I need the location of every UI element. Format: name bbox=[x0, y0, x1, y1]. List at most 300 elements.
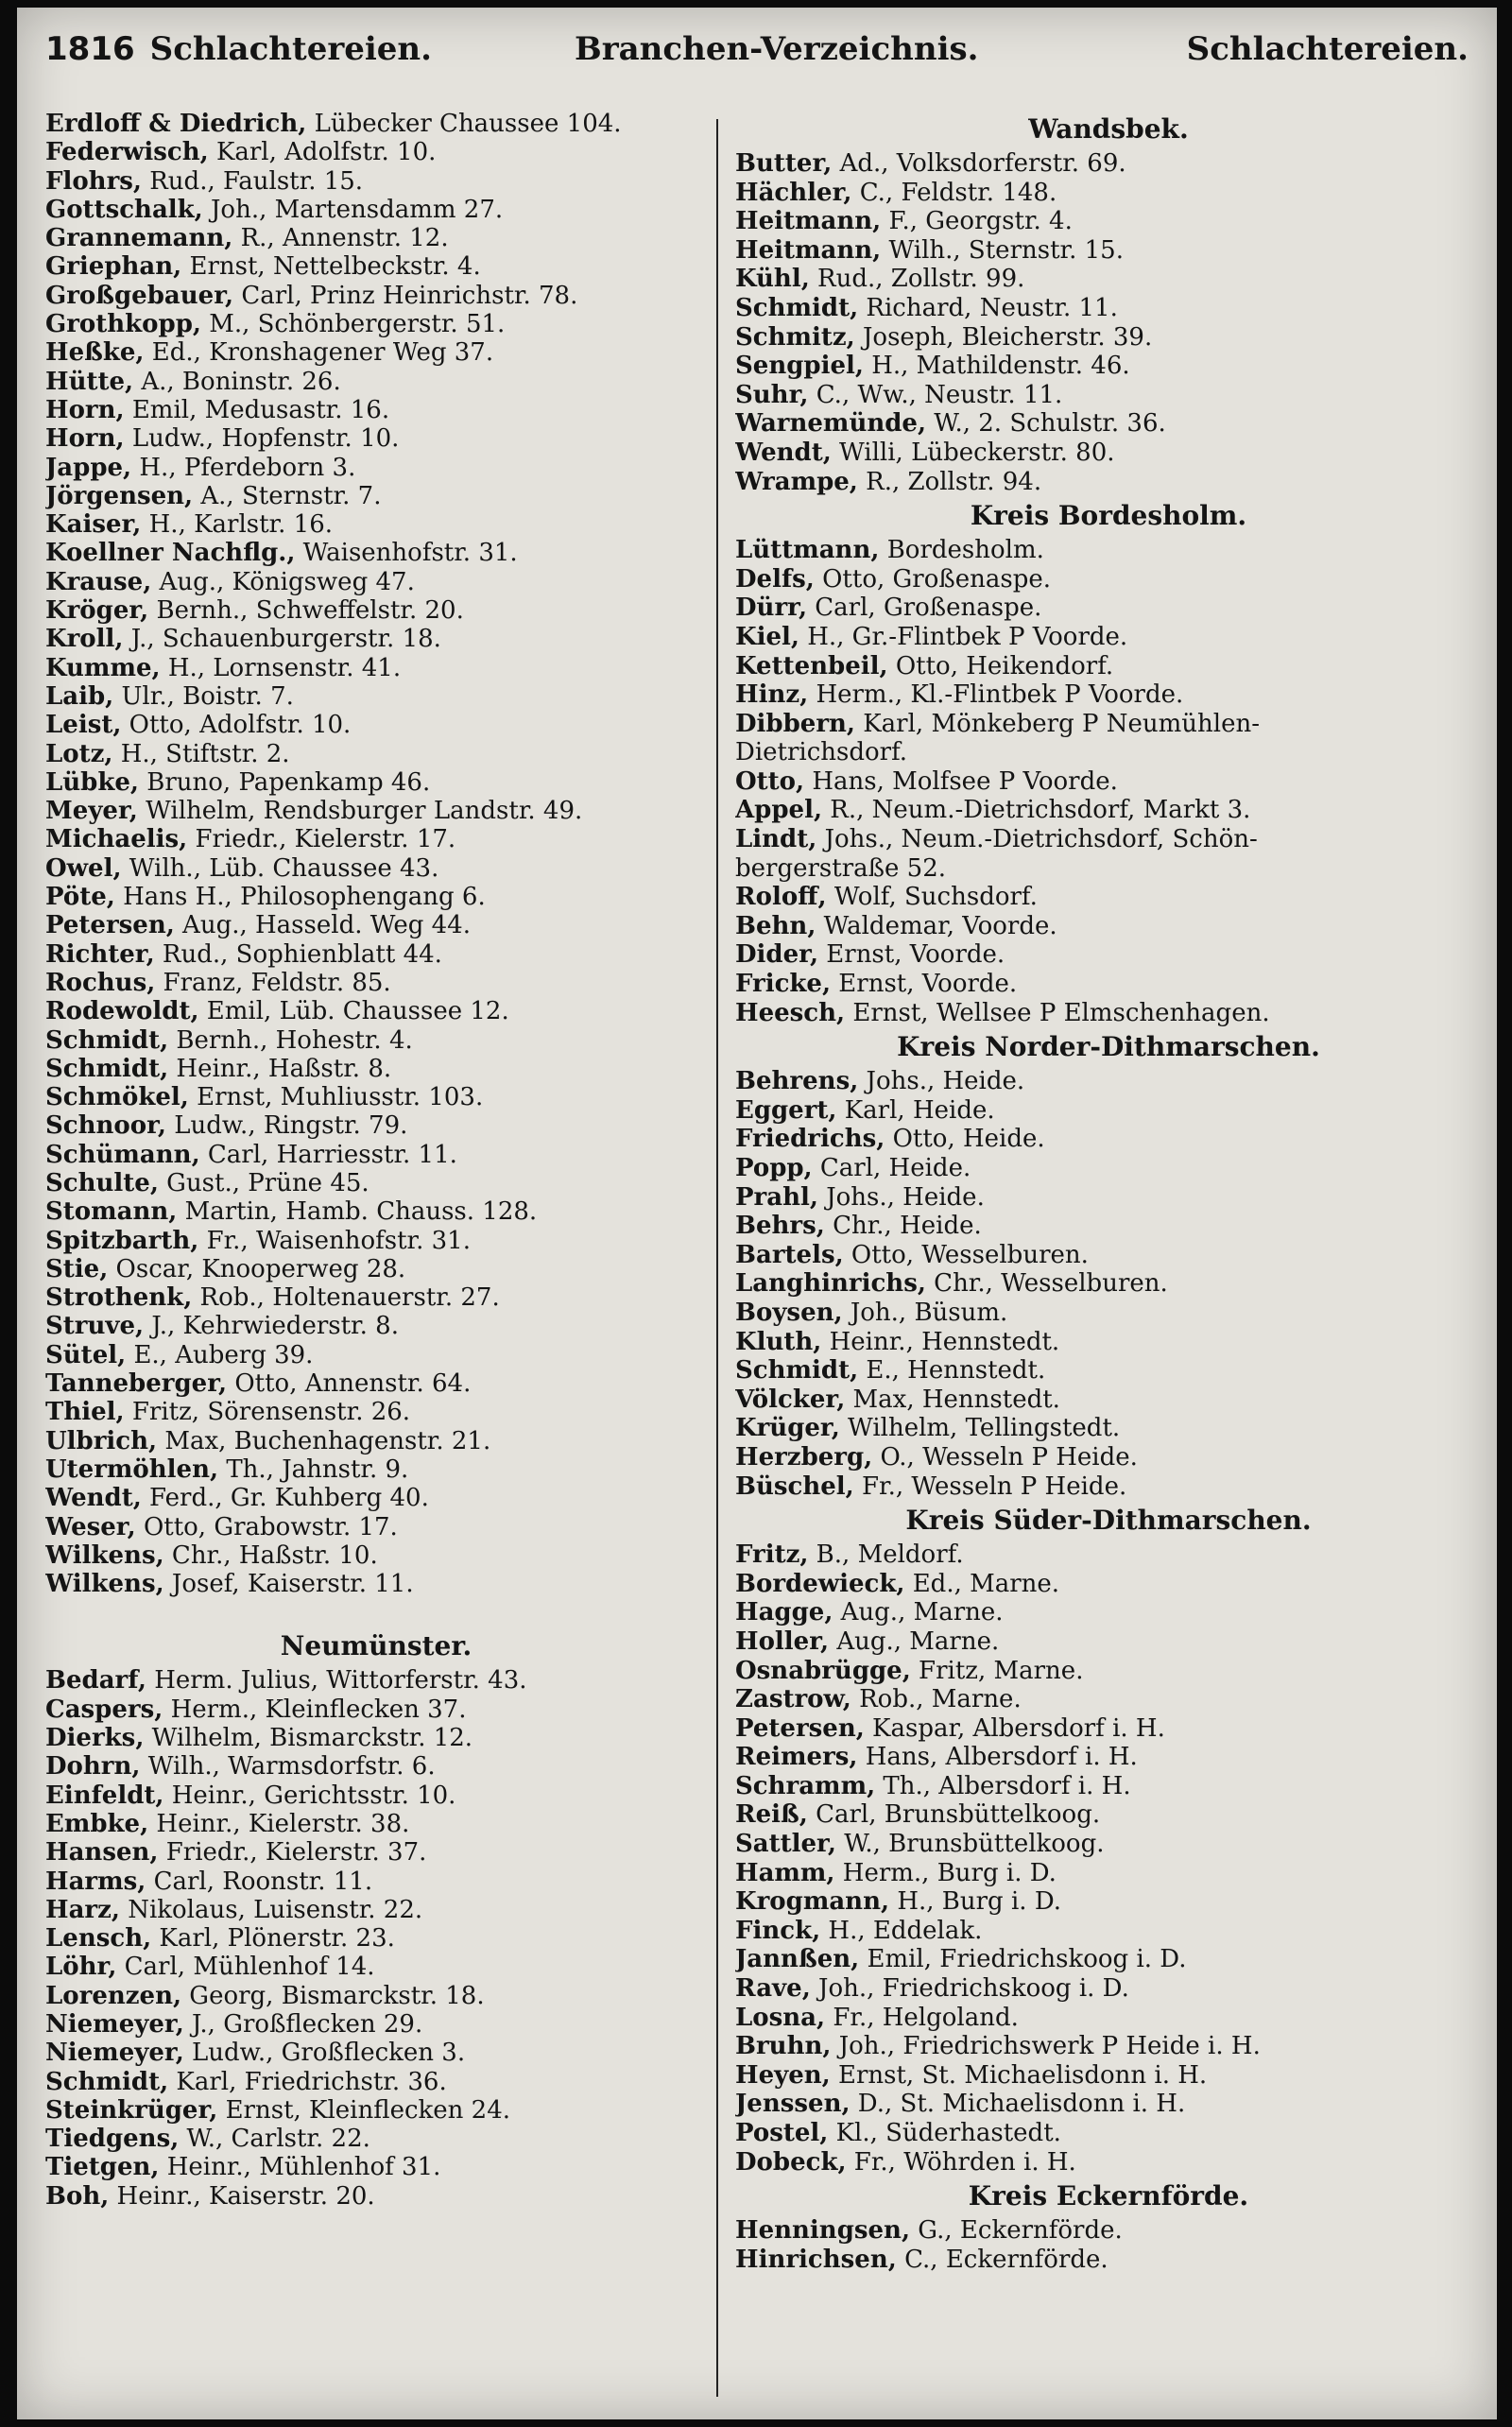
entry-name: Osnabrügge, bbox=[735, 1656, 911, 1685]
entry-list-sueder-dithmarschen bbox=[735, 1541, 1482, 2177]
directory-entry bbox=[45, 1541, 707, 1570]
entry-detail: Heinr., Kaiserstr. 20. bbox=[116, 2181, 375, 2211]
directory-entry bbox=[45, 252, 707, 281]
entry-name: Bordewieck, bbox=[735, 1569, 905, 1598]
directory-entry bbox=[45, 2153, 707, 2181]
entry-name: Popp, bbox=[735, 1154, 813, 1182]
entry-detail: Carl, Heide. bbox=[819, 1154, 971, 1182]
entry-name: Koellner Nachflg., bbox=[45, 539, 296, 568]
entry-name: Butter, bbox=[735, 149, 833, 178]
entry-detail: Herm. Julius, Wittorferstr. 43. bbox=[154, 1666, 527, 1695]
directory-entry bbox=[735, 1096, 1482, 1126]
directory-entry bbox=[735, 1241, 1482, 1270]
entry-detail: Th., Albersdorf i. H. bbox=[883, 1771, 1131, 1800]
entry-name: Hansen, bbox=[45, 1838, 159, 1868]
directory-entry bbox=[735, 1125, 1482, 1154]
directory-entry bbox=[735, 2090, 1482, 2119]
directory-entry bbox=[45, 1111, 707, 1140]
entry-list-neumuenster bbox=[45, 1666, 707, 2211]
directory-entry bbox=[735, 767, 1482, 797]
entry-detail: Ad., Volksdorferstr. 69. bbox=[839, 149, 1126, 178]
entry-name: Reimers, bbox=[735, 1743, 858, 1772]
section-gap bbox=[45, 1598, 707, 1627]
entry-detail: Fr., Waisenhofstr. 31. bbox=[206, 1226, 471, 1255]
header-right-title: Schlachtereien. bbox=[1186, 30, 1469, 68]
entry-name: Harz, bbox=[45, 1895, 120, 1924]
entry-detail: H., Lornsenstr. 41. bbox=[167, 653, 402, 682]
directory-entry bbox=[735, 825, 1482, 854]
directory-entry bbox=[45, 1810, 707, 1838]
entry-detail: Emil, Friedrichskoog i. D. bbox=[867, 1945, 1187, 1974]
section-heading-eckernfoerde: Kreis Eckernförde. bbox=[968, 2180, 1249, 2212]
entry-detail: Hans H., Philosophengang 6. bbox=[123, 883, 486, 912]
entry-detail: H., Gr.-Flintbek P Voorde. bbox=[807, 622, 1128, 651]
entry-name: Horn, bbox=[45, 424, 125, 454]
directory-entry bbox=[45, 1953, 707, 1981]
entry-name: Schmidt, bbox=[735, 1356, 859, 1386]
entry-name: Jannßen, bbox=[735, 1945, 860, 1974]
entry-name: Griephan, bbox=[45, 252, 182, 282]
entry-detail: R., Zollstr. 94. bbox=[866, 467, 1042, 496]
directory-entry bbox=[45, 1513, 707, 1541]
entry-name: Krause, bbox=[45, 567, 152, 596]
directory-entry bbox=[45, 740, 707, 768]
directory-entry bbox=[45, 1724, 707, 1752]
directory-entry bbox=[735, 1772, 1482, 1801]
directory-entry bbox=[735, 2032, 1482, 2061]
directory-entry bbox=[735, 1443, 1482, 1472]
entry-name: Horn, bbox=[45, 395, 125, 424]
entry-detail: J., Großflecken 29. bbox=[192, 2010, 423, 2039]
entry-list-norder-dithmarschen bbox=[735, 1067, 1482, 1501]
entry-name: Henningsen, bbox=[735, 2216, 911, 2246]
directory-entry bbox=[735, 1598, 1482, 1627]
entry-detail: Ernst, Voorde. bbox=[826, 940, 1005, 970]
entry-name: Weser, bbox=[45, 1512, 136, 1541]
directory-entry bbox=[735, 1714, 1482, 1744]
entry-list-eckernfoerde bbox=[735, 2216, 1482, 2274]
directory-entry bbox=[45, 1169, 707, 1197]
entry-detail: W., Brunsbüttelkoog. bbox=[844, 1830, 1105, 1859]
entry-detail: Carl, Brunsbüttelkoog. bbox=[816, 1800, 1101, 1830]
entry-name: Zastrow, bbox=[735, 1685, 851, 1714]
entry-name: Steinkrüger, bbox=[45, 2095, 218, 2125]
entry-name: Dürr, bbox=[735, 594, 808, 623]
directory-entry bbox=[45, 1312, 707, 1340]
entry-name: Schulte, bbox=[45, 1168, 159, 1197]
entry-detail: Bernh., Schweffelstr. 20. bbox=[156, 596, 464, 626]
entry-detail: H., Mathildenstr. 46. bbox=[871, 352, 1130, 381]
directory-entry bbox=[735, 999, 1482, 1028]
entry-detail: R., Annenstr. 12. bbox=[240, 224, 449, 253]
entry-name: Embke, bbox=[45, 1809, 149, 1838]
directory-entry bbox=[45, 940, 707, 969]
entry-name: Warnemünde, bbox=[735, 409, 927, 439]
directory-page bbox=[17, 8, 1497, 2419]
directory-entry bbox=[45, 1752, 707, 1781]
entry-detail: Fr., Wesseln P Heide. bbox=[862, 1472, 1127, 1501]
entry-detail: Max, Buchenhagenstr. 21. bbox=[164, 1426, 491, 1455]
entry-detail: W., 2. Schulstr. 36. bbox=[934, 409, 1166, 439]
entry-name: Rave, bbox=[735, 1974, 811, 2004]
entry-detail: Johs., Neum.-Dietrichsdorf, Schön- bbox=[824, 825, 1258, 854]
entry-name: Caspers, bbox=[45, 1695, 163, 1724]
entry-detail: Otto, Wesselburen. bbox=[850, 1240, 1089, 1269]
entry-name: Boh, bbox=[45, 2181, 110, 2211]
directory-entry bbox=[735, 623, 1482, 652]
entry-detail: Joh., Martensdamm 27. bbox=[211, 195, 504, 224]
entry-detail: Max, Hennstedt. bbox=[852, 1385, 1060, 1414]
entry-name: Postel, bbox=[735, 2119, 829, 2147]
entry-name: Dohrn, bbox=[45, 1752, 141, 1782]
entry-detail: Otto, Großenaspe. bbox=[822, 564, 1051, 594]
directory-entry bbox=[735, 1328, 1482, 1357]
entry-name: Krüger, bbox=[735, 1414, 840, 1443]
entry-detail: Fritz, Sörensenstr. 26. bbox=[131, 1398, 411, 1427]
directory-entry bbox=[735, 738, 1482, 767]
entry-name: Schümann, bbox=[45, 1140, 200, 1169]
directory-entry bbox=[45, 854, 707, 883]
entry-detail: Otto, Heide. bbox=[892, 1125, 1045, 1154]
entry-name: Lotz, bbox=[45, 739, 113, 768]
directory-entry bbox=[45, 797, 707, 825]
directory-entry bbox=[735, 1974, 1482, 2004]
entry-detail: Waldemar, Voorde. bbox=[823, 911, 1057, 940]
entry-detail: Carl, Großenaspe. bbox=[815, 594, 1042, 623]
directory-entry bbox=[735, 1743, 1482, 1772]
directory-entry bbox=[45, 1455, 707, 1484]
entry-name: Dibbern, bbox=[735, 709, 855, 738]
directory-entry bbox=[735, 1269, 1482, 1299]
entry-detail: E., Auberg 39. bbox=[133, 1340, 314, 1369]
entry-detail: Rud., Zollstr. 99. bbox=[817, 265, 1025, 294]
entry-name: Krogmann, bbox=[735, 1887, 890, 1917]
entry-name: Bruhn, bbox=[735, 2032, 832, 2061]
directory-entry bbox=[735, 2246, 1482, 2275]
entry-name: Kumme, bbox=[45, 653, 161, 682]
entry-detail: A., Sternstr. 7. bbox=[200, 481, 382, 510]
entry-detail: Wolf, Suchsdorf. bbox=[833, 883, 1038, 912]
entry-detail: Carl, Harriesstr. 11. bbox=[207, 1140, 457, 1169]
entry-detail: Franz, Feldstr. 85. bbox=[163, 968, 391, 997]
directory-entry bbox=[45, 1924, 707, 1953]
entry-name: Niemeyer, bbox=[45, 2010, 184, 2039]
directory-entry bbox=[735, 536, 1482, 565]
entry-detail: Johs., Heide. bbox=[866, 1067, 1025, 1096]
entry-detail: Josef, Kaiserstr. 11. bbox=[171, 1570, 414, 1599]
entry-detail: Aug., Marne. bbox=[836, 1627, 1000, 1656]
entry-name: Völcker, bbox=[735, 1385, 846, 1414]
directory-entry bbox=[45, 1570, 707, 1598]
directory-entry bbox=[45, 539, 707, 567]
entry-name: Kühl, bbox=[735, 265, 810, 294]
entry-detail: Wilh., Warmsdorfstr. 6. bbox=[147, 1752, 436, 1782]
entry-name: Michaelis, bbox=[45, 825, 188, 854]
entry-detail: Wilh., Sternstr. 15. bbox=[888, 235, 1124, 265]
section-heading-sueder-dithmarschen: Kreis Süder-Dithmarschen. bbox=[905, 1505, 1312, 1537]
directory-entry bbox=[45, 1369, 707, 1398]
entry-name: Pöte, bbox=[45, 883, 115, 912]
directory-entry bbox=[45, 1026, 707, 1055]
entry-detail: Heinr., Hennstedt. bbox=[829, 1327, 1060, 1356]
entry-detail: C., Feldstr. 148. bbox=[859, 178, 1057, 207]
entry-detail: Carl, Roonstr. 11. bbox=[153, 1867, 373, 1896]
directory-entry bbox=[735, 1212, 1482, 1241]
entry-name: Roloff, bbox=[735, 883, 827, 912]
entry-name: Jenssen, bbox=[735, 2090, 850, 2119]
entry-name: Hagge, bbox=[735, 1598, 833, 1627]
entry-name: Petersen, bbox=[735, 1713, 865, 1743]
entry-name: Niemeyer, bbox=[45, 2039, 184, 2068]
entry-detail: bergerstraße 52. bbox=[735, 853, 947, 883]
directory-entry bbox=[735, 2061, 1482, 2091]
entry-detail: D., St. Michaelisdonn i. H. bbox=[857, 2090, 1186, 2119]
entry-list-wandsbek bbox=[735, 149, 1482, 496]
directory-entry bbox=[45, 110, 707, 138]
entry-name: Wendt, bbox=[735, 438, 832, 467]
entry-name: Ulbrich, bbox=[45, 1426, 158, 1455]
entry-name: Schmidt, bbox=[45, 2067, 169, 2096]
right-column bbox=[735, 110, 1482, 2274]
entry-detail: Wilhelm, Rendsburger Landstr. 49. bbox=[146, 797, 583, 826]
directory-entry bbox=[45, 396, 707, 424]
directory-entry bbox=[45, 596, 707, 625]
entry-detail: Richard, Neustr. 11. bbox=[866, 293, 1118, 322]
directory-entry bbox=[735, 1386, 1482, 1415]
directory-entry bbox=[45, 510, 707, 539]
directory-entry bbox=[45, 282, 707, 310]
directory-entry bbox=[735, 854, 1482, 884]
directory-entry bbox=[45, 482, 707, 510]
directory-entry bbox=[735, 1800, 1482, 1830]
directory-entry bbox=[735, 1570, 1482, 1599]
entry-detail: J., Kehrwiederstr. 8. bbox=[151, 1312, 399, 1341]
entry-name: Owel, bbox=[45, 853, 122, 883]
entry-name: Meyer, bbox=[45, 797, 138, 826]
entry-detail: Wilh., Lüb. Chaussee 43. bbox=[129, 853, 439, 883]
directory-entry bbox=[735, 179, 1482, 208]
entry-name: Flohrs, bbox=[45, 166, 142, 196]
entry-name: Jappe, bbox=[45, 453, 132, 482]
directory-entry bbox=[45, 138, 707, 166]
directory-entry bbox=[735, 236, 1482, 266]
entry-name: Sengpiel, bbox=[735, 352, 864, 381]
entry-name: Einfeldt, bbox=[45, 1781, 164, 1810]
entry-name: Jörgensen, bbox=[45, 481, 194, 510]
entry-name: Struve, bbox=[45, 1312, 145, 1341]
directory-entry bbox=[735, 1472, 1482, 1502]
directory-entry bbox=[45, 224, 707, 252]
entry-name: Hütte, bbox=[45, 367, 134, 396]
entry-name: Schmidt, bbox=[45, 1054, 169, 1083]
entry-detail: E., Hennstedt. bbox=[866, 1356, 1046, 1386]
directory-entry bbox=[45, 883, 707, 911]
directory-entry bbox=[45, 2182, 707, 2211]
entry-detail: Emil, Medusastr. 16. bbox=[131, 395, 390, 424]
header-left-title: Schlachtereien. bbox=[149, 30, 432, 68]
entry-name: Schramm, bbox=[735, 1771, 876, 1800]
entry-name: Heitmann, bbox=[735, 207, 882, 236]
directory-entry bbox=[45, 368, 707, 396]
header-left bbox=[45, 30, 432, 68]
directory-entry bbox=[45, 1227, 707, 1255]
entry-name: Otto, bbox=[735, 766, 805, 796]
entry-name: Losna, bbox=[735, 2003, 826, 2032]
entry-detail: M., Schönbergerstr. 51. bbox=[209, 310, 506, 339]
entry-name: Prahl, bbox=[735, 1182, 818, 1212]
directory-entry bbox=[735, 2004, 1482, 2033]
entry-detail: Karl, Heide. bbox=[844, 1095, 995, 1125]
entry-detail: Aug., Hasseld. Weg 44. bbox=[182, 911, 471, 940]
entry-name: Petersen, bbox=[45, 911, 175, 940]
entry-detail: Heinr., Kielerstr. 38. bbox=[156, 1809, 410, 1838]
entry-detail: Ferd., Gr. Kuhberg 40. bbox=[149, 1484, 429, 1513]
directory-entry bbox=[45, 1868, 707, 1896]
entry-name: Wilkens, bbox=[45, 1570, 164, 1599]
entry-name: Herzberg, bbox=[735, 1442, 873, 1472]
entry-name: Heitmann, bbox=[735, 235, 882, 265]
entry-detail: Fr., Helgoland. bbox=[833, 2003, 1019, 2032]
entry-detail: Heinr., Gerichtsstr. 10. bbox=[171, 1781, 456, 1810]
section-heading-neumuenster: Neumünster. bbox=[280, 1630, 472, 1662]
entry-detail: Heinr., Haßstr. 8. bbox=[176, 1054, 392, 1083]
entry-name: Lüttmann, bbox=[735, 536, 880, 565]
entry-name: Großgebauer, bbox=[45, 281, 234, 310]
directory-entry bbox=[735, 409, 1482, 439]
entry-name: Schmökel, bbox=[45, 1083, 189, 1112]
entry-detail: Joh., Friedrichskoog i. D. bbox=[818, 1974, 1129, 2004]
directory-entry bbox=[735, 1356, 1482, 1386]
entry-name: Grannemann, bbox=[45, 224, 233, 253]
directory-entry bbox=[45, 1055, 707, 1083]
entry-detail: W., Carlstr. 22. bbox=[186, 2125, 370, 2154]
entry-name: Hinrichsen, bbox=[735, 2245, 897, 2274]
entry-detail: Aug., Marne. bbox=[840, 1598, 1004, 1627]
directory-entry bbox=[735, 1887, 1482, 1917]
entry-detail: Willi, Lübeckerstr. 80. bbox=[839, 438, 1115, 467]
directory-entry bbox=[45, 424, 707, 453]
directory-entry bbox=[735, 2216, 1482, 2246]
entry-name: Friedrichs, bbox=[735, 1125, 885, 1154]
directory-entry bbox=[45, 2125, 707, 2153]
directory-entry bbox=[45, 1427, 707, 1455]
entry-detail: Lübecker Chaussee 104. bbox=[314, 110, 622, 138]
directory-entry bbox=[45, 1255, 707, 1283]
directory-entry bbox=[45, 625, 707, 653]
entry-name: Schnoor, bbox=[45, 1111, 166, 1141]
entry-name: Tiedgens, bbox=[45, 2125, 180, 2154]
entry-detail: Joh., Büsum. bbox=[850, 1298, 1008, 1327]
entry-detail: Otto, Adolfstr. 10. bbox=[129, 711, 352, 740]
entry-detail: Ed., Marne. bbox=[912, 1569, 1060, 1598]
directory-entry bbox=[735, 1154, 1482, 1183]
entry-detail: Ernst, St. Michaelisdonn i. H. bbox=[837, 2060, 1208, 2090]
directory-entry bbox=[735, 710, 1482, 739]
entry-detail: Friedr., Kielerstr. 17. bbox=[195, 825, 456, 854]
entry-name: Tanneberger, bbox=[45, 1369, 228, 1399]
entry-detail: Dietrichsdorf. bbox=[735, 738, 908, 767]
entry-name: Wilkens, bbox=[45, 1541, 164, 1570]
directory-entry bbox=[45, 1083, 707, 1111]
entry-name: Dider, bbox=[735, 940, 819, 970]
directory-entry bbox=[735, 381, 1482, 410]
directory-entry bbox=[735, 1830, 1482, 1859]
entry-detail: Ernst, Wellsee P Elmschenhagen. bbox=[852, 998, 1270, 1027]
entry-name: Suhr, bbox=[735, 380, 809, 409]
entry-detail: Wilhelm, Tellingstedt. bbox=[848, 1414, 1121, 1443]
directory-entry bbox=[45, 1341, 707, 1369]
entry-detail: A., Boninstr. 26. bbox=[141, 367, 341, 396]
entry-name: Rochus, bbox=[45, 968, 156, 997]
entry-name: Stie, bbox=[45, 1254, 109, 1283]
section-heading-bordesholm: Kreis Bordesholm. bbox=[970, 500, 1247, 532]
entry-detail: H., Eddelak. bbox=[828, 1916, 983, 1945]
entry-name: Kettenbeil, bbox=[735, 651, 888, 680]
entry-name: Fritz, bbox=[735, 1541, 809, 1570]
entry-name: Dobeck, bbox=[735, 2147, 847, 2177]
entry-detail: Ernst, Kleinflecken 24. bbox=[225, 2095, 511, 2125]
entry-name: Laib, bbox=[45, 681, 114, 711]
entry-detail: Kl., Süderhastedt. bbox=[835, 2119, 1061, 2147]
entry-detail: Otto, Grabowstr. 17. bbox=[143, 1512, 398, 1541]
directory-entry bbox=[735, 2148, 1482, 2177]
entry-name: Thiel, bbox=[45, 1398, 125, 1427]
directory-entry bbox=[735, 265, 1482, 294]
entry-name: Leist, bbox=[45, 711, 122, 740]
directory-entry bbox=[45, 1484, 707, 1512]
entry-detail: C., Eckernförde. bbox=[904, 2245, 1108, 2274]
directory-entry bbox=[45, 2039, 707, 2067]
entry-detail: Rud., Faulstr. 15. bbox=[149, 166, 364, 196]
entry-detail: Herm., Burg i. D. bbox=[842, 1858, 1057, 1887]
entry-detail: Karl, Friedrichstr. 36. bbox=[176, 2067, 447, 2096]
entry-detail: Heinr., Mühlenhof 31. bbox=[166, 2153, 441, 2182]
entry-name: Lübke, bbox=[45, 767, 139, 797]
entry-detail: Johs., Heide. bbox=[826, 1182, 985, 1212]
directory-entry bbox=[735, 1414, 1482, 1443]
entry-detail: Ludw., Hopfenstr. 10. bbox=[131, 424, 400, 454]
entry-detail: H., Stiftstr. 2. bbox=[120, 739, 290, 768]
entry-name: Behrens, bbox=[735, 1067, 859, 1096]
directory-entry bbox=[45, 1398, 707, 1426]
entry-name: Finck, bbox=[735, 1916, 821, 1945]
entry-name: Sütel, bbox=[45, 1340, 127, 1369]
directory-entry bbox=[45, 1695, 707, 1724]
entry-detail: Ed., Kronshagener Weg 37. bbox=[151, 338, 494, 368]
directory-entry bbox=[735, 2119, 1482, 2148]
directory-entry bbox=[45, 1782, 707, 1810]
entry-detail: Ludw., Großflecken 3. bbox=[192, 2039, 466, 2068]
directory-entry bbox=[735, 883, 1482, 912]
entry-detail: Otto, Heikendorf. bbox=[895, 651, 1114, 680]
entry-name: Wendt, bbox=[45, 1484, 142, 1513]
section-heading-wandsbek: Wandsbek. bbox=[1028, 113, 1189, 145]
entry-detail: Aug., Königsweg 47. bbox=[159, 567, 415, 596]
entry-detail: Ernst, Nettelbeckstr. 4. bbox=[189, 252, 481, 282]
directory-entry bbox=[45, 568, 707, 596]
entry-detail: Carl, Mühlenhof 14. bbox=[124, 1953, 375, 1982]
entry-name: Reiß, bbox=[735, 1800, 808, 1830]
directory-entry bbox=[45, 1141, 707, 1169]
entry-detail: H., Burg i. D. bbox=[897, 1887, 1061, 1917]
entry-detail: B., Meldorf. bbox=[816, 1541, 964, 1570]
entry-detail: Carl, Prinz Heinrichstr. 78. bbox=[241, 281, 578, 310]
entry-name: Behn, bbox=[735, 911, 816, 940]
entry-name: Erdloff & Diedrich, bbox=[45, 110, 307, 138]
entry-name: Strothenk, bbox=[45, 1283, 193, 1313]
directory-entry bbox=[45, 711, 707, 739]
entry-name: Stomann, bbox=[45, 1197, 178, 1227]
